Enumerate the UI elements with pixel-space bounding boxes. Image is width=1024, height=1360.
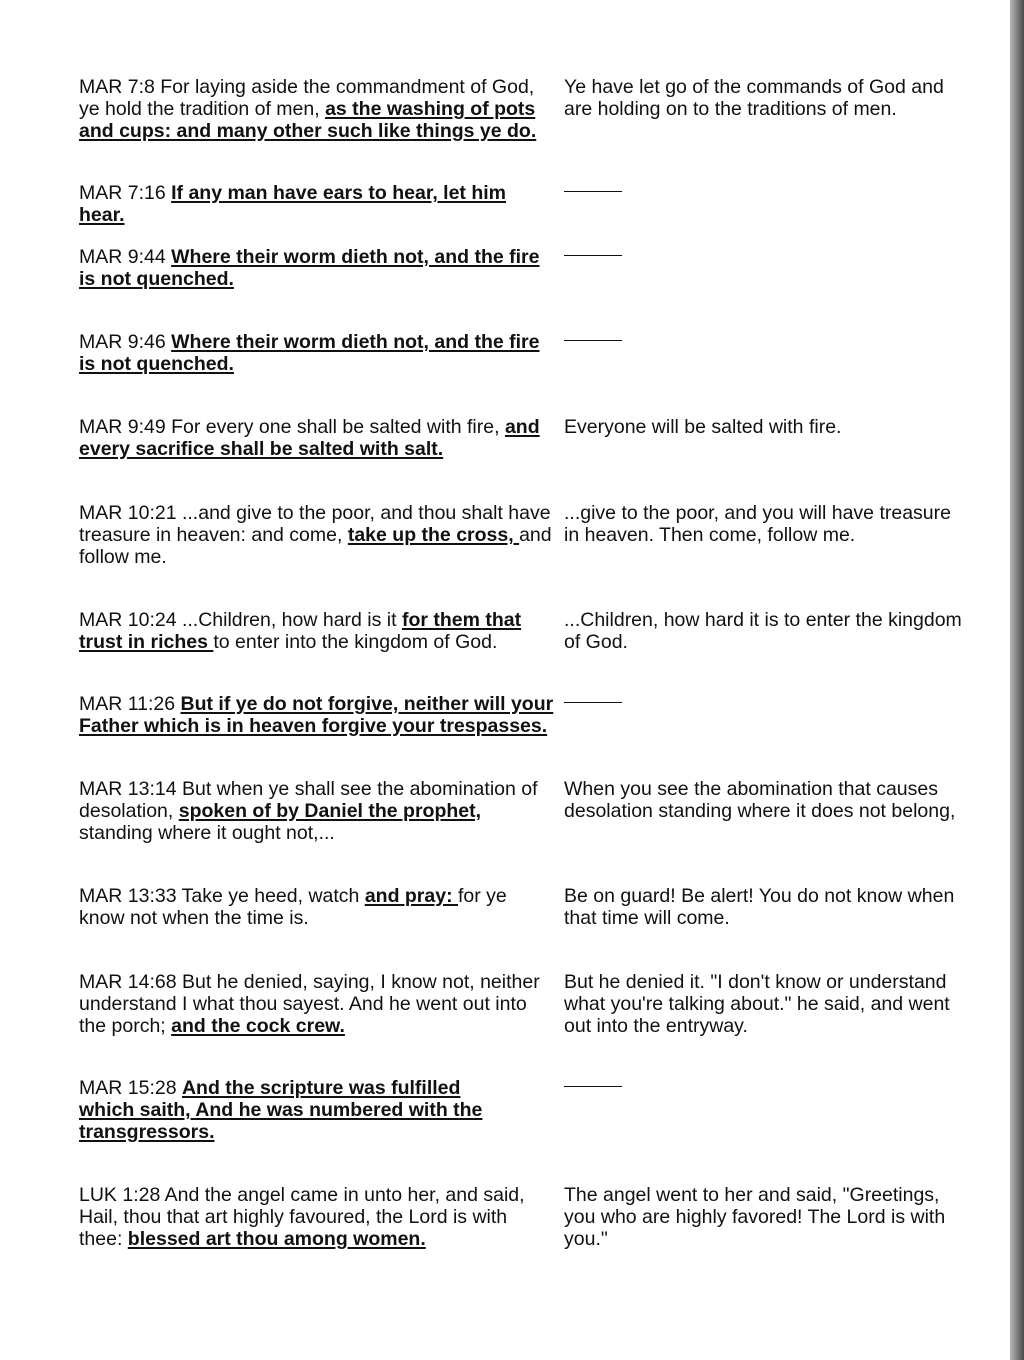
kjv-plain: MAR 13:14 But when ye shall see the abomination of desolation, — [79, 778, 538, 822]
kjv-plain: MAR 14:68 But he denied, saying, I know not, neither understand I what thou sayest. And he went out into the porch; — [79, 971, 540, 1037]
dash-line — [564, 340, 622, 341]
modern-text: When you see the abomination that causes desolation standing where it does not belong, — [564, 778, 956, 822]
kjv-omitted-phrase: and pray: — [364, 885, 458, 907]
modern-text: The angel went to her and said, "Greetings, you who are highly favored! The Lord is with you." — [564, 1184, 946, 1250]
kjv-text — [79, 693, 555, 737]
kjv-omitted-phrase: as the washing of pots and cups: and many other such like things ye do. — [79, 98, 537, 142]
kjv-text — [79, 609, 555, 653]
modern-text: ...give to the poor, and you will have treasure in heaven. Then come, follow me. — [564, 502, 951, 546]
kjv-omitted-phrase: for them that trust in riches — [79, 609, 522, 653]
kjv-plain: and follow me. — [79, 524, 552, 568]
modern-text: Be on guard! Be alert! You do not know when that time will come. — [564, 885, 955, 929]
kjv-plain: MAR 13:33 Take ye heed, watch — [79, 885, 365, 907]
kjv-plain: MAR 10:21 ...and give to the poor, and thou shalt have treasure in heaven: and come, — [79, 502, 551, 546]
kjv-plain: MAR 9:46 — [79, 331, 172, 353]
kjv-plain: standing where it ought not,... — [79, 822, 335, 844]
kjv-omitted-phrase: spoken of by Daniel the prophet, — [178, 800, 482, 822]
modern-text: But he denied it. "I don't know or understand what you're talking about." he said, and went out into the entryway. — [564, 971, 950, 1037]
kjv-plain: for ye know not when the time is. — [79, 885, 507, 929]
modern-text: ...Children, how hard it is to enter the kingdom of God. — [564, 609, 962, 653]
kjv-text — [79, 182, 555, 226]
kjv-omitted-phrase: take up the cross, — [347, 524, 520, 546]
kjv-text — [79, 331, 555, 375]
kjv-text — [79, 416, 555, 460]
omitted-marker — [564, 182, 964, 204]
dash-line — [564, 702, 622, 703]
omitted-marker — [564, 246, 964, 268]
kjv-omitted-phrase: and every sacrifice shall be salted with salt. — [79, 416, 540, 460]
kjv-omitted-phrase: But if ye do not forgive, neither will your Father which is in heaven forgive your trespasses. — [79, 693, 554, 737]
kjv-plain: MAR 9:44 — [79, 246, 172, 268]
omitted-marker — [564, 1077, 964, 1099]
kjv-plain: MAR 10:24 ...Children, how hard is it — [79, 609, 402, 631]
kjv-plain: MAR 15:28 — [79, 1077, 182, 1099]
kjv-text — [79, 502, 555, 568]
kjv-omitted-phrase: blessed art thou among women. — [127, 1228, 426, 1250]
kjv-text — [79, 1077, 519, 1143]
kjv-omitted-phrase: Where their worm dieth not, and the fire is not quenched. — [79, 246, 540, 290]
kjv-text — [79, 971, 555, 1037]
dash-line — [564, 1086, 622, 1087]
omitted-marker — [564, 331, 964, 353]
kjv-plain: MAR 7:16 — [79, 182, 172, 204]
kjv-omitted-phrase: and the cock crew. — [171, 1015, 345, 1037]
dash-line — [564, 191, 622, 192]
page-edge — [1010, 0, 1024, 1360]
modern-text: Ye have let go of the commands of God and are holding on to the traditions of men. — [564, 76, 944, 120]
dash-line — [564, 255, 622, 256]
kjv-text — [79, 778, 555, 844]
kjv-plain: MAR 11:26 — [79, 693, 181, 715]
kjv-text — [79, 885, 555, 929]
kjv-text — [79, 1184, 555, 1250]
kjv-omitted-phrase: Where their worm dieth not, and the fire is not quenched. — [79, 331, 540, 375]
kjv-plain: MAR 7:8 For laying aside the commandment of God, ye hold the tradition of men, — [79, 76, 535, 120]
kjv-plain: MAR 9:49 For every one shall be salted with fire, — [79, 416, 505, 438]
modern-text: Everyone will be salted with fire. — [564, 416, 842, 438]
kjv-text — [79, 76, 555, 142]
kjv-plain: to enter into the kingdom of God. — [213, 631, 498, 653]
omitted-marker — [564, 693, 964, 715]
kjv-omitted-phrase: And the scripture was fulfilled which saith, And he was numbered with the transgressors. — [79, 1077, 483, 1143]
kjv-text — [79, 246, 555, 290]
kjv-omitted-phrase: If any man have ears to hear, let him hear. — [79, 182, 507, 226]
kjv-plain: LUK 1:28 And the angel came in unto her, and said, Hail, thou that art highly favoured, the Lord is with thee: — [79, 1184, 525, 1250]
